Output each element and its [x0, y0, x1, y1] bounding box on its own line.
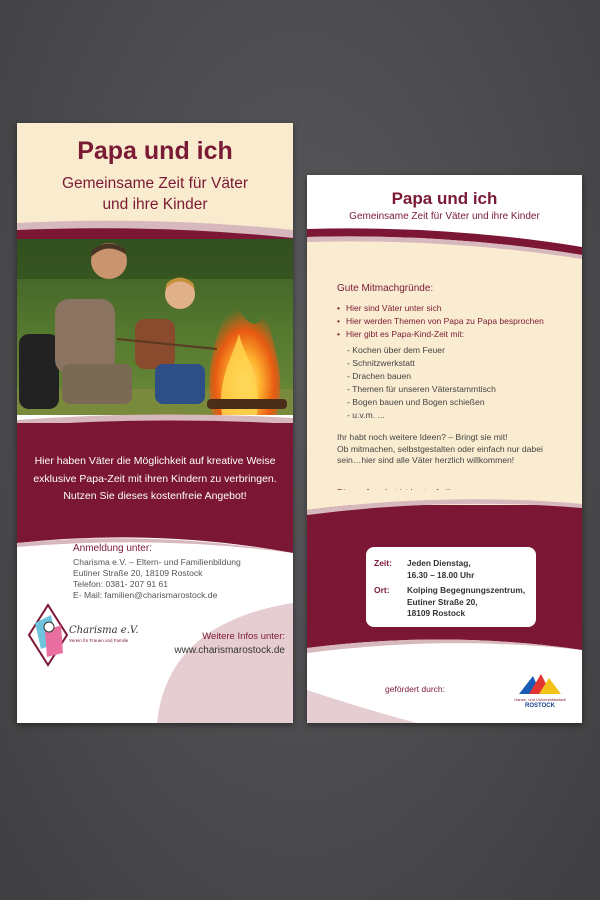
time-line: Jeden Dienstag, [407, 558, 471, 568]
registration-title: Anmeldung unter: [73, 543, 152, 554]
front-flyer [17, 123, 293, 723]
activity-item: - Kochen über dem Feuer [347, 345, 445, 355]
place-line: Eutiner Straße 20, [407, 596, 478, 607]
ideas-text [337, 432, 562, 467]
registration-line: Eutiner Straße 20, 18109 Rostock [73, 568, 203, 578]
back-title: Papa und ich [391, 189, 498, 208]
front-intro-text [27, 453, 283, 506]
campfire-photo [17, 239, 293, 415]
time-label: Zeit: [374, 558, 392, 568]
place-line: 18109 Rostock [407, 608, 466, 618]
activity-item: - Drachen bauen [347, 371, 412, 381]
back-top-wave [307, 225, 582, 270]
charisma-logo-text: Charisma e.V. [69, 625, 139, 636]
time-line: 16.30 – 18.00 Uhr [407, 569, 475, 580]
front-title: Papa und ich [77, 137, 233, 165]
back-middle-wave [307, 490, 582, 530]
ideas-line: Ob mitmachen, selbstgestalten oder einfach nur dabei [337, 443, 543, 454]
rostock-logo-text: ROSTOCK [525, 703, 555, 709]
registration-email[interactable]: E- Mail: familien@charismarostock.de [73, 590, 218, 600]
activity-item: - u.v.m. ... [347, 410, 385, 420]
intro-line: exklusive Papa-Zeit mit ihren Kindern zu verbringen. [33, 472, 277, 485]
place-value [407, 585, 525, 620]
activity-item: - Bogen bauen und Bogen schießen [347, 397, 485, 407]
registration-phone: Telefon: 0381- 207 91 61 [73, 579, 169, 589]
back-subtitle: Gemeinsame Zeit für Väter und ihre Kinder [349, 211, 540, 222]
intro-line: Hier haben Väter die Möglichkeit auf kreative Weise [34, 455, 276, 467]
front-subtitle [17, 173, 293, 215]
ideas-line: sein…hier sind alle Väter herzlich willkommen! [337, 455, 515, 465]
registration-line: Charisma e.V. – Eltern- und Familienbildung [73, 557, 241, 567]
front-subtitle-line2: und ihre Kinder [102, 196, 208, 213]
back-flyer [307, 175, 582, 723]
activity-item: - Schnitzwerkstatt [347, 358, 415, 368]
reason-item [337, 303, 441, 313]
rostock-logo-icon [519, 672, 561, 696]
website-link[interactable]: www.charismarostock.de [174, 645, 285, 656]
reason-item [337, 316, 544, 326]
place-label: Ort: [374, 585, 390, 595]
reason-text: Hier gibt es Papa-Kind-Zeit mit: [346, 329, 465, 339]
charisma-logo-icon [27, 603, 69, 668]
reason-text: Hier sind Väter unter sich [346, 303, 442, 313]
activity-item: - Themen für unseren Väterstammtisch [347, 384, 496, 394]
time-value [407, 558, 474, 581]
funded-by-label: gefördert durch: [385, 684, 446, 694]
rostock-logo-tagline: Hanse- und Universitätsstadt [514, 697, 566, 702]
place-line: Kolping Begegnungszentrum, [407, 585, 525, 595]
ideas-line: Ihr habt noch weitere Ideen? – Bringt sie mit! [337, 432, 508, 442]
reason-item [337, 329, 464, 339]
reason-text: Hier werden Themen von Papa zu Papa besprochen [346, 316, 544, 326]
event-info-box [366, 547, 536, 627]
more-info-label: Weitere Infos unter: [202, 631, 285, 642]
front-subtitle-line1: Gemeinsame Zeit für Väter [61, 175, 249, 192]
charisma-logo-tagline: Verein für Frauen und Familie [69, 638, 129, 643]
intro-line: Nutzen Sie dieses kostenfreie Angebot! [63, 490, 247, 502]
reasons-title: Gute Mitmachgründe: [337, 283, 434, 294]
